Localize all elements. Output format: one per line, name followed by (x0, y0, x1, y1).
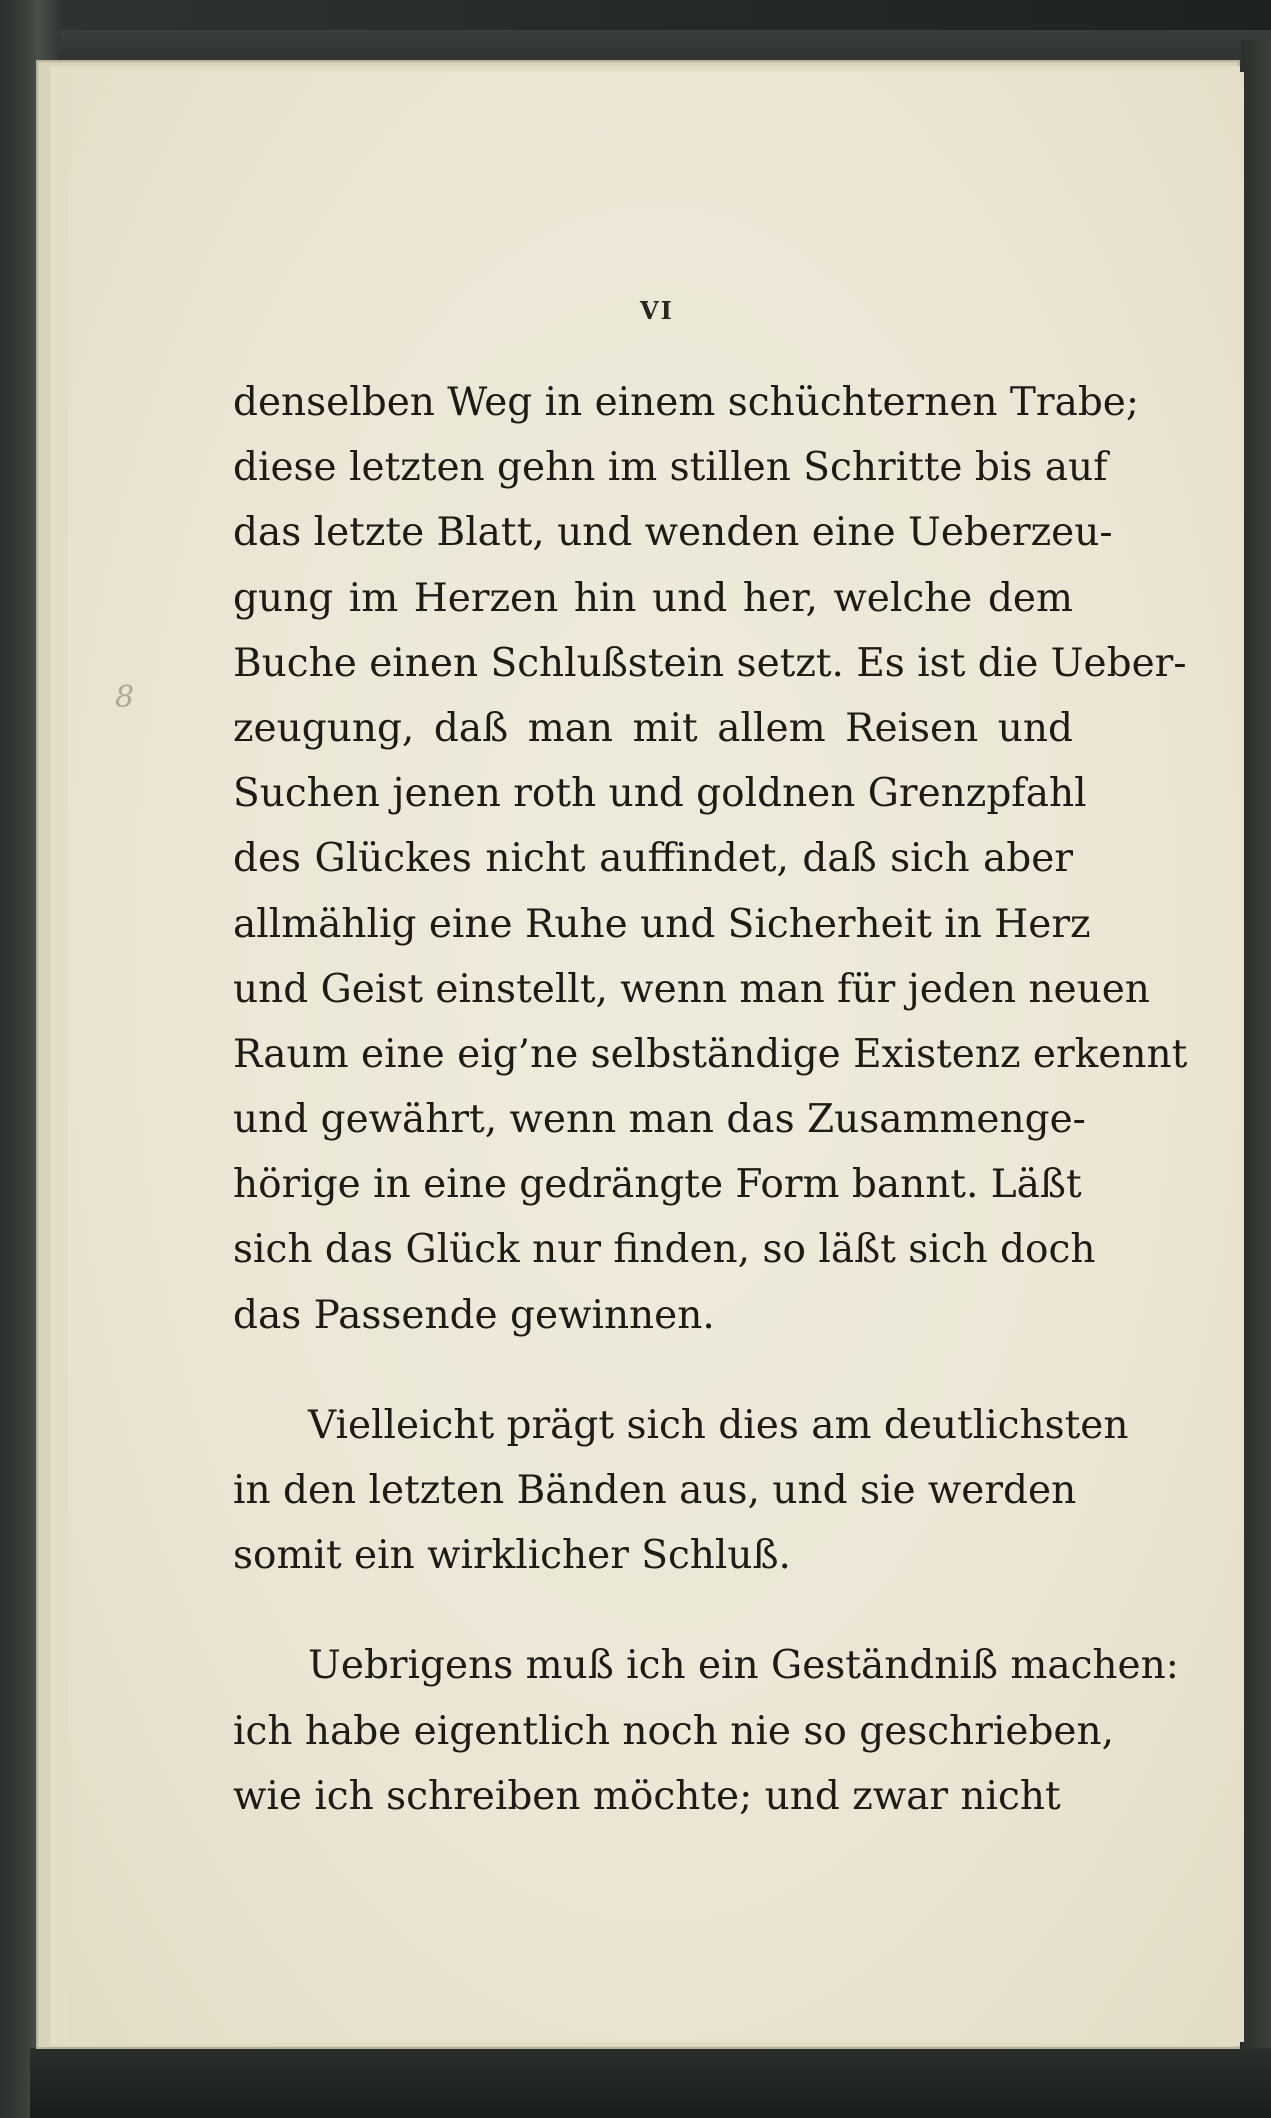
text-line: Vielleicht prägt sich dies am deutlichsten (308, 1402, 1129, 1448)
paragraph (233, 1633, 1179, 1829)
text-line: ich habe eigentlich noch nie so geschrieben, (233, 1708, 1115, 1754)
pencil-margin-note: 8 (115, 680, 135, 715)
cover-bottom-edge (30, 2048, 1271, 2118)
text-line: denselben Weg in einem schüchternen Trabe; (233, 380, 1140, 425)
text-line: und Geist einstellt, wenn man für jeden neuen (233, 966, 1150, 1012)
text-line: somit ein wirklicher Schluß. (233, 1533, 791, 1579)
text-line: Buche einen Schlußstein setzt. Es ist die Ueber- (233, 640, 1187, 686)
text-line: Raum eine eig’ne selbständige Existenz erkennt (233, 1031, 1188, 1077)
text-line: diese letzten gehn im stillen Schritte bis auf (233, 445, 1108, 491)
text-line: das Passende gewinnen. (233, 1292, 715, 1338)
text-line: gung im Herzen hin und her, welche dem (233, 575, 1073, 621)
text-line: zeugung, daß man mit allem Reisen und (233, 705, 1073, 751)
text-line: wie ich schreiben möchte; und zwar nicht (233, 1773, 1061, 1819)
page-body-text (233, 370, 1188, 1829)
text-line: des Glückes nicht auffindet, daß sich aber (233, 836, 1073, 882)
text-line: in den letzten Bänden aus, und sie werden (233, 1468, 1077, 1513)
paragraph (233, 370, 1188, 1348)
page-number: VI (640, 296, 674, 325)
text-line: Uebrigens muß ich ein Geständniß machen: (308, 1643, 1179, 1689)
text-line: das letzte Blatt, und wenden eine Ueberzeu- (233, 510, 1113, 556)
text-line: sich das Glück nur finden, so läßt sich doch (233, 1227, 1096, 1273)
paragraph-gap (233, 1588, 1073, 1633)
text-line: allmählig eine Ruhe und Sicherheit in Herz (233, 901, 1091, 947)
text-line: und gewährt, wenn man das Zusammenge- (233, 1097, 1086, 1143)
cover-right-edge (1241, 40, 1271, 2080)
text-line: hörige in eine gedrängte Form bannt. Läßt (233, 1162, 1082, 1208)
text-line: Suchen jenen roth und goldnen Grenzpfahl (233, 771, 1087, 817)
paragraph-gap (233, 1348, 1073, 1393)
paragraph (233, 1393, 1129, 1589)
